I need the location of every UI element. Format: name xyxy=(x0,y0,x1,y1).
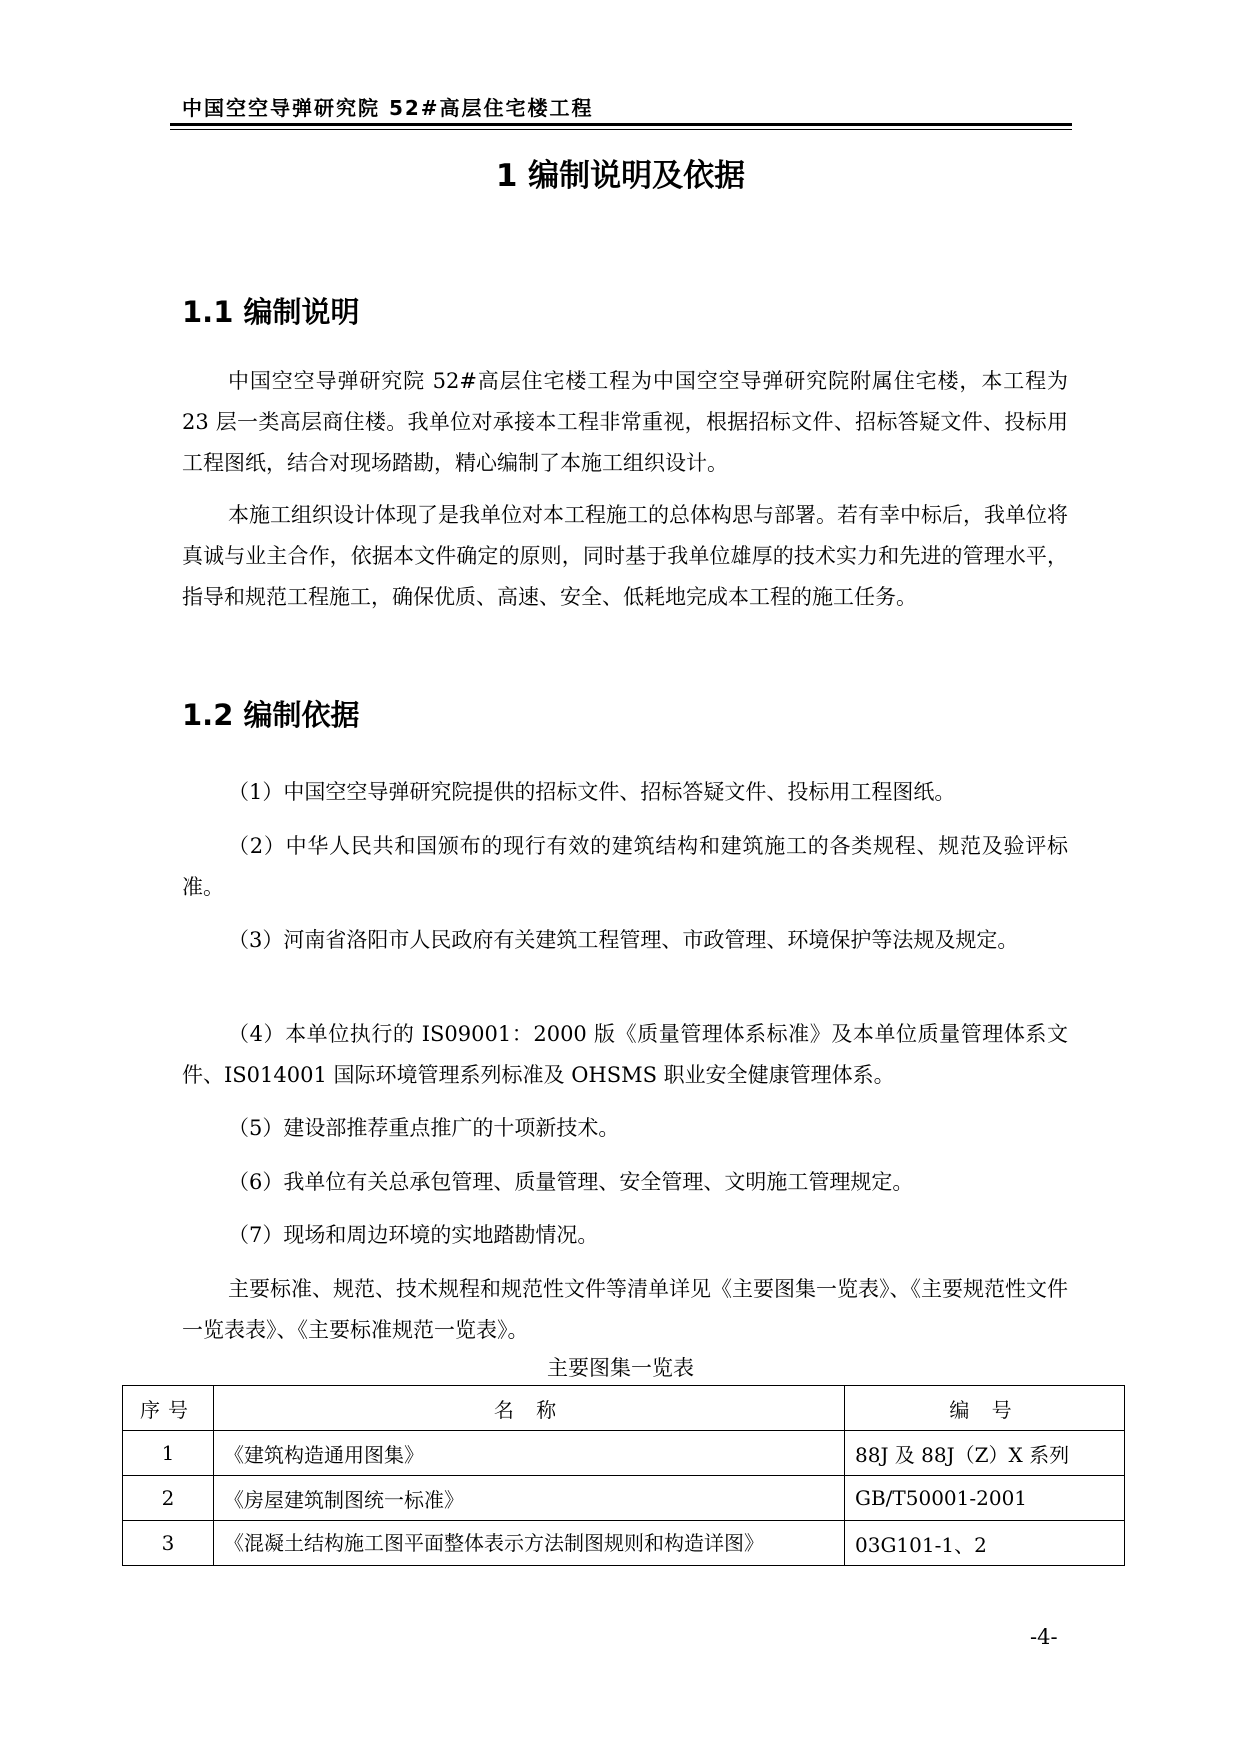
basis-item: （6）我单位有关总承包管理、质量管理、安全管理、文明施工管理规定。 xyxy=(228,1170,914,1194)
section-title-1-2: 1.2 编制依据 xyxy=(182,698,360,732)
row-name: 《建筑构造通用图集》 xyxy=(214,1431,845,1476)
atlas-table xyxy=(122,1385,1125,1566)
header-name: 名 称 xyxy=(214,1386,845,1431)
header-seq: 序号 xyxy=(123,1386,214,1431)
basis-item: （7）现场和周边环境的实地踏勘情况。 xyxy=(228,1223,599,1247)
running-header: 中国空空导弹研究院 52#高层住宅楼工程 xyxy=(182,96,594,120)
summary-paragraph: 主要标准、规范、技术规程和规范性文件等清单详见《主要图集一览表》、《主要规范性文件一览表表》、《主要标准规范一览表》。 xyxy=(182,1277,1068,1342)
chapter-title: 1 编制说明及依据 xyxy=(495,158,746,194)
table-caption: 主要图集一览表 xyxy=(547,1356,694,1380)
basis-item: （4）本单位执行的 IS09001：2000 版《质量管理体系标准》及本单位质量管理体系文件、IS014001 国际环境管理系列标准及 OHSMS 职业安全健康管理体系。 xyxy=(182,1022,1068,1087)
row-code: GB/T50001-2001 xyxy=(845,1476,1125,1521)
row-seq: 2 xyxy=(123,1476,214,1521)
row-name: 《房屋建筑制图统一标准》 xyxy=(214,1476,845,1521)
table-header-row xyxy=(123,1386,1125,1431)
section-title-1-1: 1.1 编制说明 xyxy=(182,295,360,329)
paragraph: 本施工组织设计体现了是我单位对本工程施工的总体构思与部署。若有幸中标后，我单位将真诚与业主合作，依据本文件确定的原则，同时基于我单位雄厚的技术实力和先进的管理水平，指导和规范工程施工，确保优质、高速、安全、低耗地完成本工程的施工任务。 xyxy=(182,503,1068,609)
table-row xyxy=(123,1521,1125,1566)
header-rule xyxy=(170,123,1072,126)
row-seq: 3 xyxy=(123,1521,214,1566)
basis-item: （2）中华人民共和国颁布的现行有效的建筑结构和建筑施工的各类规程、规范及验评标准。 xyxy=(182,834,1068,899)
row-name: 《混凝土结构施工图平面整体表示方法制图规则和构造详图》 xyxy=(214,1521,845,1566)
row-code: 03G101-1、2 xyxy=(845,1521,1125,1566)
row-seq: 1 xyxy=(123,1431,214,1476)
row-code: 88J 及 88J（Z）X 系列 xyxy=(845,1431,1125,1476)
table-row xyxy=(123,1431,1125,1476)
header-code: 编 号 xyxy=(845,1386,1125,1431)
page-number: -4- xyxy=(1030,1625,1058,1649)
basis-item: （3）河南省洛阳市人民政府有关建筑工程管理、市政管理、环境保护等法规及规定。 xyxy=(228,928,1019,952)
basis-item: （1）中国空空导弹研究院提供的招标文件、招标答疑文件、投标用工程图纸。 xyxy=(228,780,956,804)
header-rule-thin xyxy=(170,129,1072,130)
basis-item: （5）建设部推荐重点推广的十项新技术。 xyxy=(228,1116,620,1140)
table-row xyxy=(123,1476,1125,1521)
paragraph: 中国空空导弹研究院 52#高层住宅楼工程为中国空空导弹研究院附属住宅楼，本工程为 23 层一类高层商住楼。我单位对承接本工程非常重视，根据招标文件、招标答疑文件、投标用工程图纸，结合对现场踏勘，精心编制了本施工组织设计。 xyxy=(182,369,1068,475)
